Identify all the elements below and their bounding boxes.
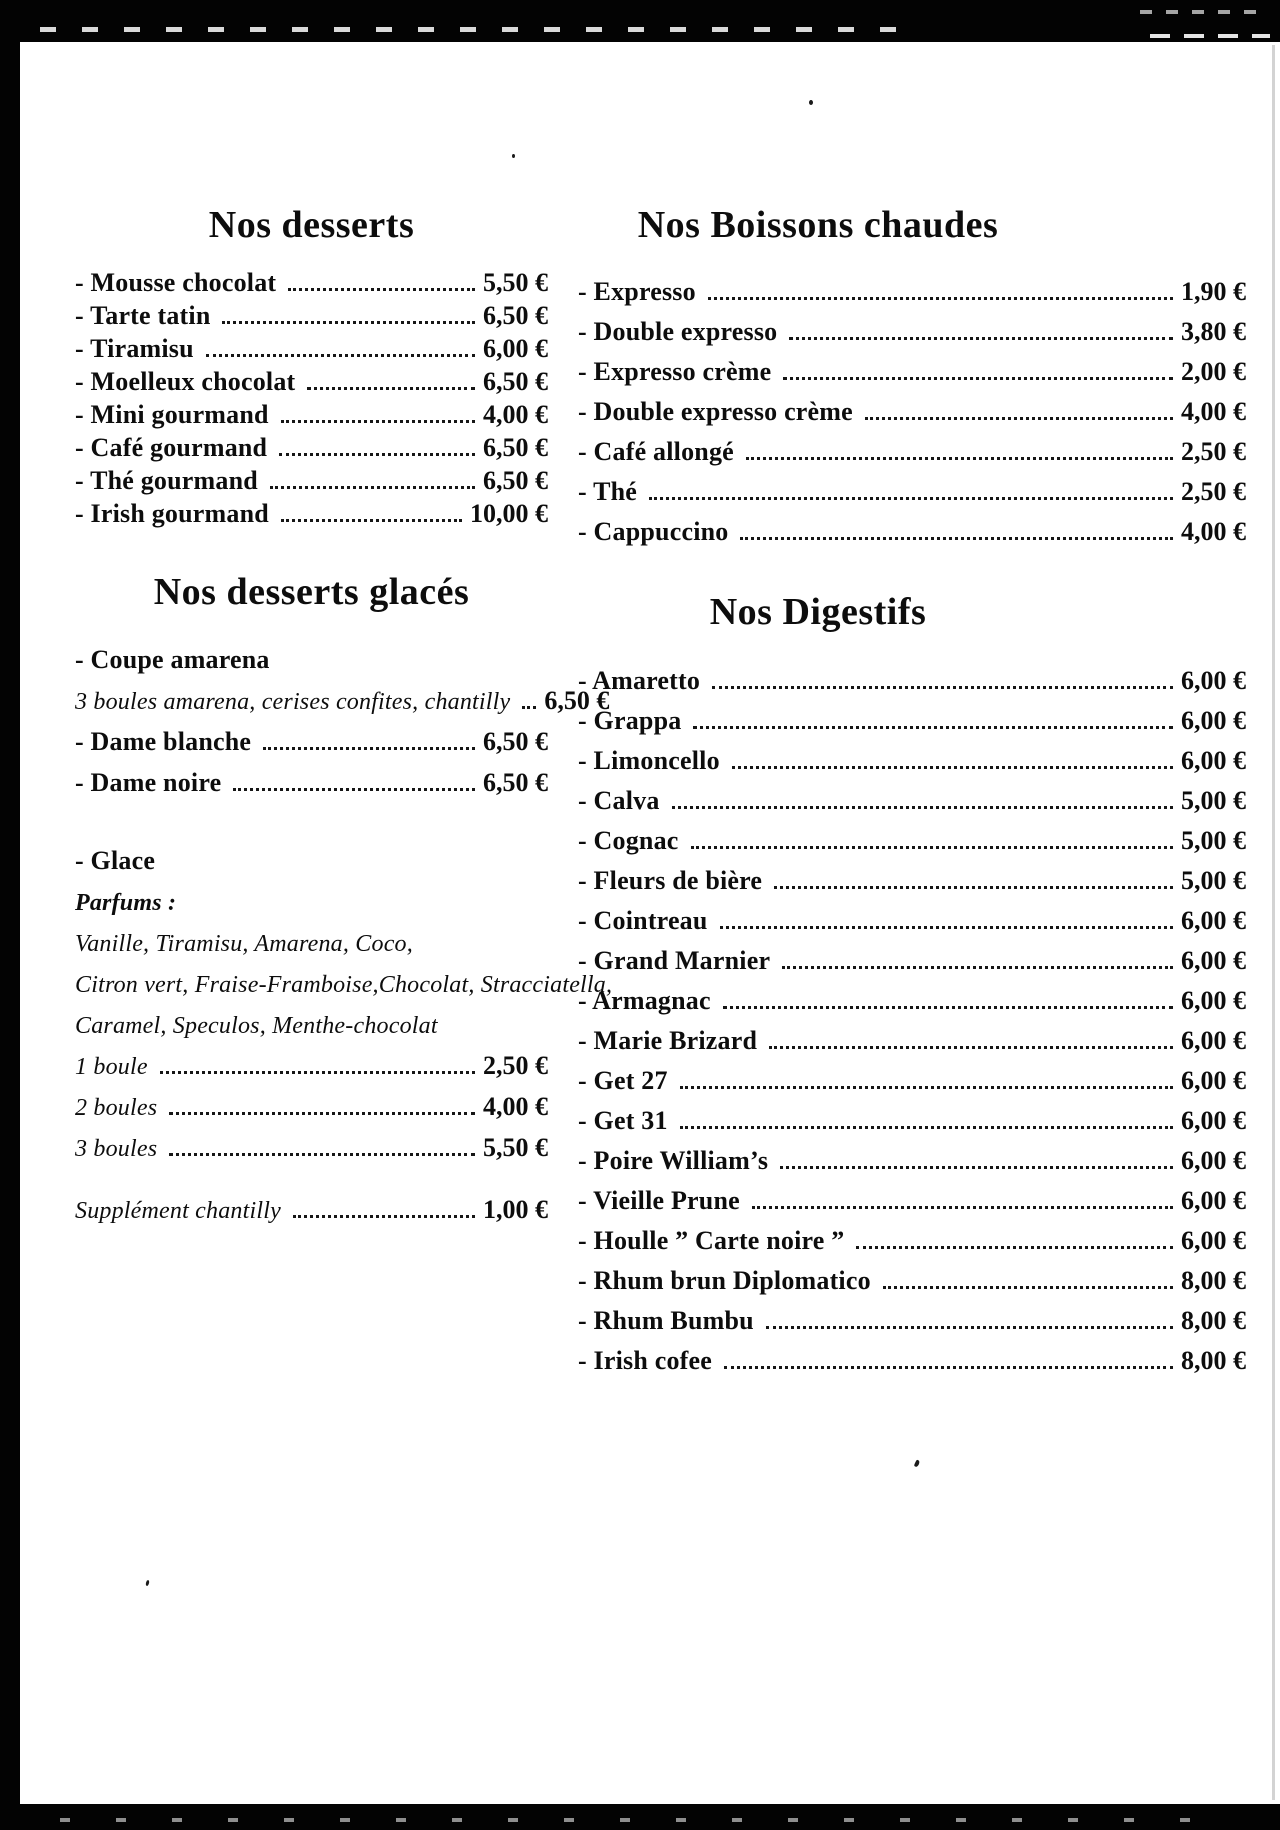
scan-artifact-bottom-edge xyxy=(0,1804,1280,1830)
dotted-leader xyxy=(307,387,475,390)
item-label: - Irish gourmand xyxy=(75,499,269,528)
scan-noise xyxy=(1150,34,1270,38)
item-price: 6,00 € xyxy=(1181,1226,1246,1255)
item-label: 3 boules xyxy=(75,1136,158,1162)
item-price: 8,00 € xyxy=(1181,1266,1246,1295)
item-price: 3,80 € xyxy=(1181,317,1246,346)
item-label: 2 boules xyxy=(75,1095,158,1121)
scan-artifact-top-edge xyxy=(0,0,1280,42)
dotted-leader xyxy=(789,337,1173,340)
menu-item xyxy=(75,331,548,364)
item-label: - Mini gourmand xyxy=(75,400,269,429)
dotted-leader xyxy=(649,497,1173,500)
item-label: - Café allongé xyxy=(578,437,734,466)
dotted-leader xyxy=(293,1215,475,1218)
menu-item xyxy=(75,397,548,430)
dotted-leader xyxy=(769,1046,1173,1049)
section-boissons-chaudes xyxy=(578,205,1246,547)
menu-item xyxy=(578,427,1246,467)
item-label: - Rhum Bumbu xyxy=(578,1306,754,1335)
item-list xyxy=(578,656,1246,1376)
dotted-leader xyxy=(766,1326,1173,1329)
dotted-leader xyxy=(680,1126,1173,1129)
item-list xyxy=(75,265,548,529)
dotted-leader xyxy=(883,1286,1173,1289)
section-title: Nos desserts xyxy=(208,204,415,246)
item-label: - Armagnac xyxy=(578,986,711,1015)
item-price: 6,00 € xyxy=(1181,706,1246,735)
menu-item xyxy=(578,696,1246,736)
menu-item xyxy=(75,716,548,757)
menu-item xyxy=(578,1056,1246,1096)
item-price: 6,00 € xyxy=(1181,906,1246,935)
item-price: 6,50 € xyxy=(483,301,548,330)
menu-item xyxy=(75,999,548,1040)
dotted-leader xyxy=(856,1246,1173,1249)
item-price: 5,50 € xyxy=(483,1133,548,1162)
item-label: - Café gourmand xyxy=(75,433,268,462)
dotted-leader xyxy=(712,686,1173,689)
scan-artifact-right-line xyxy=(1272,45,1275,1800)
item-label: - Get 27 xyxy=(578,1066,668,1095)
item-label: - Mousse chocolat xyxy=(75,268,277,297)
section-title: Nos Digestifs xyxy=(709,591,927,633)
item-label: - Cointreau xyxy=(578,906,708,935)
menu-item xyxy=(75,634,548,675)
item-price: 6,00 € xyxy=(1181,666,1246,695)
menu-item xyxy=(75,757,548,798)
item-price: 1,00 € xyxy=(483,1195,548,1224)
item-price: 5,00 € xyxy=(1181,826,1246,855)
menu-item xyxy=(578,936,1246,976)
dotted-leader xyxy=(672,806,1173,809)
item-price: 5,50 € xyxy=(483,268,548,297)
dotted-leader xyxy=(270,486,475,489)
item-price: 6,50 € xyxy=(544,686,610,715)
scan-speck xyxy=(914,1459,921,1467)
item-label: - Thé xyxy=(578,477,638,506)
dotted-leader xyxy=(522,706,536,709)
menu-item xyxy=(578,507,1246,547)
menu-item xyxy=(578,816,1246,856)
item-price: 6,00 € xyxy=(1181,746,1246,775)
menu-item xyxy=(578,347,1246,387)
menu-item xyxy=(75,675,610,716)
dotted-leader xyxy=(708,297,1173,300)
dotted-leader xyxy=(169,1112,475,1115)
menu-item xyxy=(75,1122,548,1163)
item-label: Vanille, Tiramisu, Amarena, Coco, xyxy=(75,931,413,957)
dotted-leader xyxy=(782,966,1173,969)
item-label: - Marie Brizard xyxy=(578,1026,758,1055)
dotted-leader xyxy=(693,726,1173,729)
item-price: 6,50 € xyxy=(483,466,548,495)
section-digestifs xyxy=(578,592,1246,1376)
dotted-leader xyxy=(752,1206,1173,1209)
menu-item xyxy=(578,1336,1246,1376)
item-price: 6,00 € xyxy=(1181,986,1246,1015)
item-price: 4,00 € xyxy=(1181,397,1246,426)
section-title: Nos Boissons chaudes xyxy=(637,204,999,246)
scan-noise xyxy=(40,27,920,32)
dotted-leader xyxy=(780,1166,1173,1169)
menu-item xyxy=(578,307,1246,347)
dotted-leader xyxy=(691,846,1173,849)
item-price: 4,00 € xyxy=(483,400,548,429)
item-label: - Coupe amarena xyxy=(75,645,270,674)
item-price: 10,00 € xyxy=(470,499,548,528)
item-price: 2,50 € xyxy=(1181,437,1246,466)
item-price: 8,00 € xyxy=(1181,1306,1246,1335)
menu-item xyxy=(578,387,1246,427)
item-list xyxy=(75,634,613,1225)
dotted-leader xyxy=(222,321,475,324)
dotted-leader xyxy=(281,519,462,522)
dotted-leader xyxy=(723,1006,1173,1009)
dotted-leader xyxy=(774,886,1173,889)
item-label: - Amaretto xyxy=(578,666,701,695)
item-price: 6,50 € xyxy=(483,727,548,756)
menu-item xyxy=(578,467,1246,507)
section-title: Nos desserts glacés xyxy=(153,571,470,613)
item-label: - Thé gourmand xyxy=(75,466,258,495)
item-list xyxy=(578,267,1246,547)
dotted-leader xyxy=(160,1071,475,1074)
dotted-leader xyxy=(206,354,475,357)
item-price: 2,00 € xyxy=(1181,357,1246,386)
item-price: 1,90 € xyxy=(1181,277,1246,306)
menu-item xyxy=(578,1256,1246,1296)
dotted-leader xyxy=(263,747,475,750)
item-label: - Double expresso xyxy=(578,317,778,346)
item-price: 4,00 € xyxy=(1181,517,1246,546)
item-price: 6,00 € xyxy=(1181,1106,1246,1135)
menu-item xyxy=(578,736,1246,776)
item-label: - Houlle ” Carte noire ” xyxy=(578,1226,845,1255)
item-label: - Cappuccino xyxy=(578,517,729,546)
item-label: - Dame blanche xyxy=(75,727,252,756)
item-label: - Get 31 xyxy=(578,1106,668,1135)
item-label: Supplément chantilly xyxy=(75,1198,281,1224)
item-label: - Vieille Prune xyxy=(578,1186,740,1215)
item-label: - Poire William’s xyxy=(578,1146,769,1175)
scan-artifact-left-edge xyxy=(0,0,20,1830)
scan-speck xyxy=(145,1580,149,1587)
menu-item xyxy=(75,430,548,463)
item-label: - Dame noire xyxy=(75,768,222,797)
menu-item xyxy=(578,1016,1246,1056)
item-price: 6,50 € xyxy=(483,433,548,462)
item-price: 2,50 € xyxy=(1181,477,1246,506)
item-price: 6,00 € xyxy=(1181,1026,1246,1055)
dotted-leader xyxy=(169,1153,475,1156)
menu-item xyxy=(578,656,1246,696)
menu-item xyxy=(75,1081,548,1122)
item-price: 5,00 € xyxy=(1181,866,1246,895)
item-price: 5,00 € xyxy=(1181,786,1246,815)
dotted-leader xyxy=(279,453,475,456)
menu-item xyxy=(75,917,548,958)
item-price: 6,00 € xyxy=(1181,1186,1246,1215)
item-label: - Grappa xyxy=(578,706,682,735)
item-label: Citron vert, Fraise-Framboise,Chocolat, Stracciatella, xyxy=(75,972,613,998)
menu-item xyxy=(75,265,548,298)
dotted-leader xyxy=(732,766,1173,769)
item-label: - Irish cofee xyxy=(578,1346,712,1375)
item-price: 6,50 € xyxy=(483,768,548,797)
dotted-leader xyxy=(233,788,475,791)
menu-item xyxy=(578,896,1246,936)
scan-noise xyxy=(1140,10,1270,14)
menu-item xyxy=(578,1096,1246,1136)
item-price: 2,50 € xyxy=(483,1051,548,1080)
menu-item xyxy=(578,267,1246,307)
item-label: - Tiramisu xyxy=(75,334,194,363)
item-price: 6,50 € xyxy=(483,367,548,396)
item-price: 6,00 € xyxy=(1181,1066,1246,1095)
item-label: - Tarte tatin xyxy=(75,301,211,330)
item-label: - Limoncello xyxy=(578,746,720,775)
item-price: 4,00 € xyxy=(483,1092,548,1121)
dotted-leader xyxy=(288,288,475,291)
item-price: 6,00 € xyxy=(483,334,548,363)
menu-item xyxy=(578,776,1246,816)
menu-item xyxy=(578,856,1246,896)
item-label: - Double expresso crème xyxy=(578,397,853,426)
menu-item xyxy=(578,1216,1246,1256)
item-label: Parfums : xyxy=(75,890,177,916)
item-label: - Expresso crème xyxy=(578,357,772,386)
menu-item xyxy=(75,298,548,331)
menu-item xyxy=(75,958,613,999)
section-desserts-glaces xyxy=(75,571,613,1225)
item-price: 8,00 € xyxy=(1181,1346,1246,1375)
dotted-leader xyxy=(865,417,1173,420)
menu-item xyxy=(578,1296,1246,1336)
item-label: - Grand Marnier xyxy=(578,946,771,975)
dotted-leader xyxy=(680,1086,1173,1089)
item-label: - Glace xyxy=(75,846,156,875)
menu-item xyxy=(578,976,1246,1016)
scan-speck xyxy=(512,154,515,158)
dotted-leader xyxy=(281,420,475,423)
item-label: - Calva xyxy=(578,786,660,815)
section-desserts xyxy=(75,205,548,529)
menu-item xyxy=(75,835,548,876)
item-label: - Rhum brun Diplomatico xyxy=(578,1266,871,1295)
item-price: 6,00 € xyxy=(1181,946,1246,975)
item-label: 1 boule xyxy=(75,1054,148,1080)
item-label: - Fleurs de bière xyxy=(578,866,763,895)
menu-item xyxy=(75,364,548,397)
dotted-leader xyxy=(783,377,1173,380)
dotted-leader xyxy=(746,457,1173,460)
item-label: 3 boules amarena, cerises confites, chantilly xyxy=(75,689,511,715)
item-label: - Expresso xyxy=(578,277,696,306)
menu-item xyxy=(75,1184,548,1225)
menu-item xyxy=(75,1040,548,1081)
menu-item xyxy=(578,1176,1246,1216)
dotted-leader xyxy=(724,1366,1173,1369)
item-label: - Moelleux chocolat xyxy=(75,367,296,396)
dotted-leader xyxy=(720,926,1173,929)
menu-item xyxy=(578,1136,1246,1176)
item-label: Caramel, Speculos, Menthe-chocolat xyxy=(75,1013,438,1039)
menu-item xyxy=(75,463,548,496)
scan-speck xyxy=(809,100,813,105)
item-label: - Cognac xyxy=(578,826,679,855)
item-price: 6,00 € xyxy=(1181,1146,1246,1175)
menu-item xyxy=(75,496,548,529)
menu-item xyxy=(75,876,548,917)
dotted-leader xyxy=(740,537,1173,540)
scan-noise xyxy=(60,1818,1210,1822)
